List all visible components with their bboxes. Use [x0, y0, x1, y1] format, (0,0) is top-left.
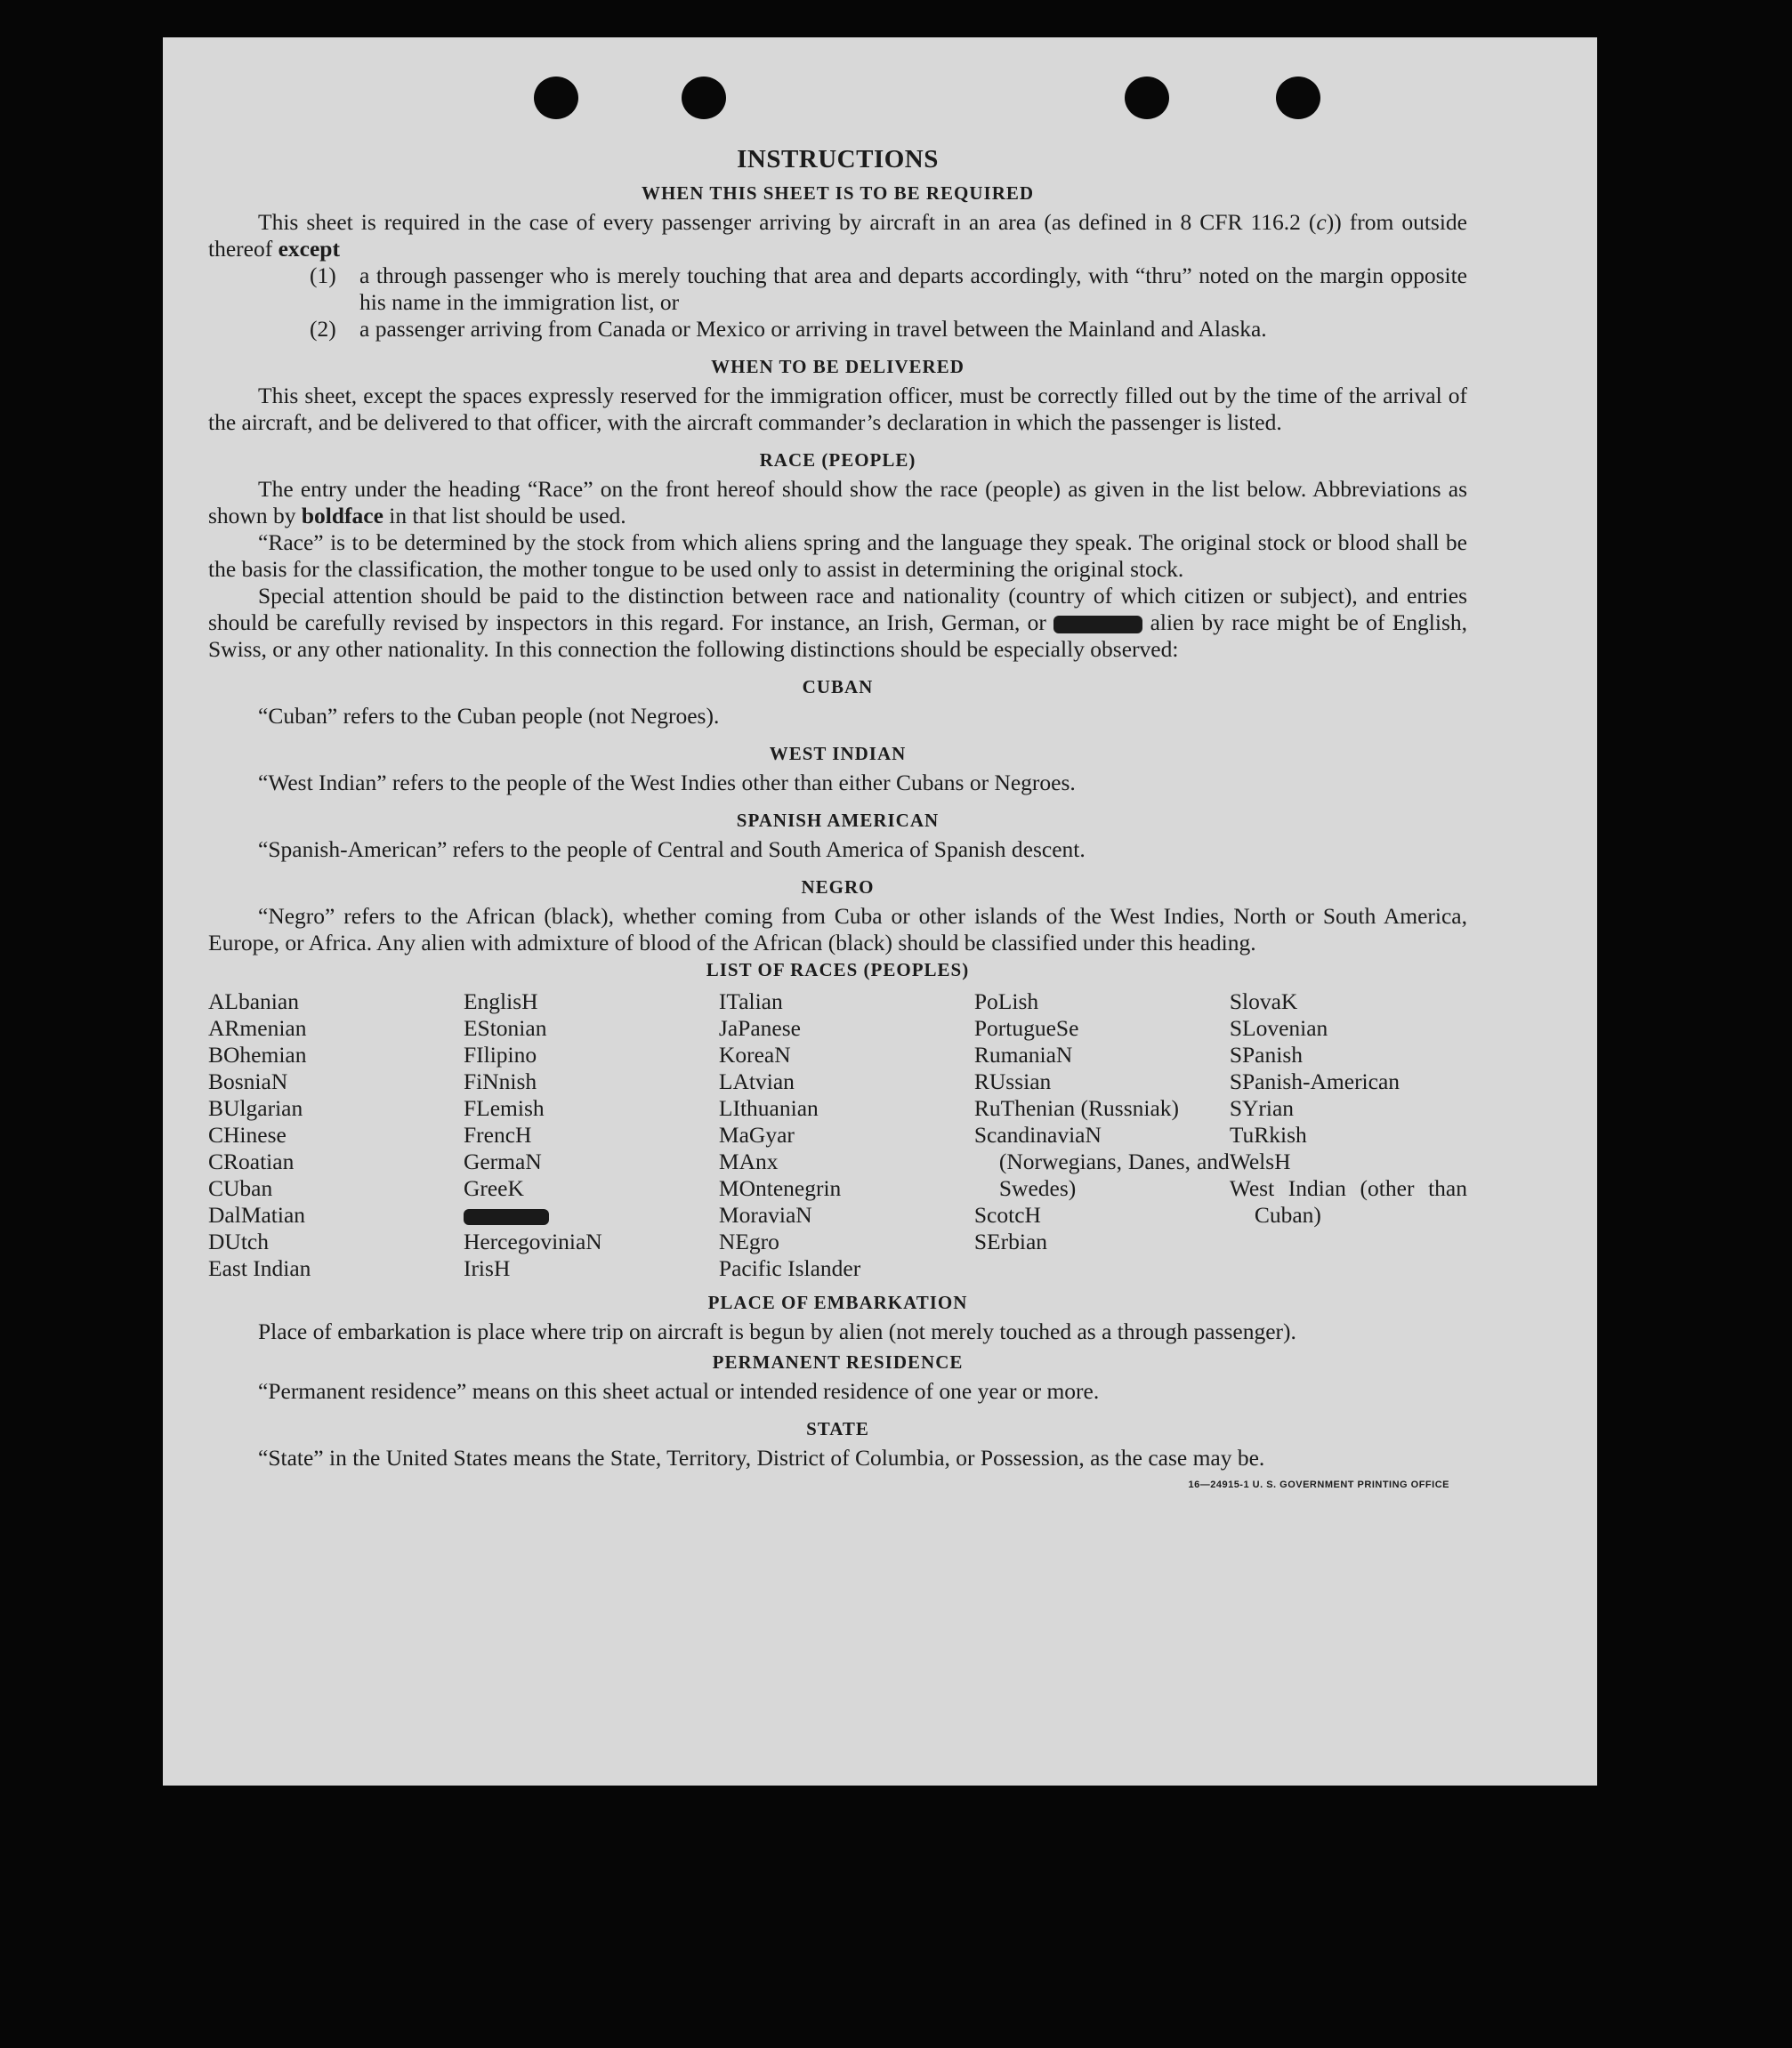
exception-item	[310, 316, 1467, 343]
race-entry: CRoatian	[208, 1149, 295, 1174]
race-p3-text: Special attention should be paid to the distinction between race and nationality (country of which citizen or subject), and entries should be carefully revised by inspectors in this regard. For instance, an Irish, German, or	[208, 583, 1467, 635]
race-entry: SErbian	[973, 1229, 1048, 1254]
section-heading-required: WHEN THIS SHEET IS TO BE REQUIRED	[641, 182, 1035, 204]
races-column	[1230, 988, 1467, 1282]
race-paragraph-1	[208, 476, 1467, 529]
section-heading-west-indian: WEST INDIAN	[769, 743, 907, 764]
race-entry: MaGyar	[718, 1122, 795, 1148]
races-table	[208, 988, 1467, 1282]
race-entry: DUtch	[208, 1229, 269, 1254]
instruction-sheet	[163, 37, 1597, 1786]
race-p1-text-2: in that list should be used.	[383, 503, 626, 528]
race-entry: EnglisH	[463, 988, 538, 1014]
required-intro-text: This sheet is required in the case of every passenger arriving by aircraft in an area (as defined in 8 CFR 116.2 (	[258, 209, 1317, 235]
required-intro-subsection: c	[1316, 209, 1327, 235]
races-column	[208, 988, 464, 1282]
race-entry: GermaN	[463, 1149, 542, 1174]
races-column	[974, 988, 1230, 1282]
race-entry: ITalian	[718, 988, 783, 1014]
race-entry: TuRkish	[1229, 1122, 1307, 1148]
races-column	[464, 988, 719, 1282]
race-entry: WelsH	[1229, 1149, 1291, 1174]
race-entry: SYrian	[1229, 1095, 1295, 1121]
punch-hole	[1125, 77, 1169, 119]
race-entry: CHinese	[208, 1122, 287, 1148]
exception-number: (2)	[310, 316, 336, 342]
delivered-text: This sheet, except the spaces expressly reserved for the immigration officer, must be correctly filled out by the time of the arrival of the aircraft, and be delivered to that officer, with the aircraft commander’s declaration in which the passenger is listed.	[208, 383, 1467, 435]
exception-text: a through passenger who is merely touching that area and departs accordingly, with “thru” noted on the margin opposite his name in the immigration list, or	[359, 262, 1467, 315]
section-heading-residence: PERMANENT RESIDENCE	[712, 1351, 964, 1373]
page-title: INSTRUCTIONS	[737, 145, 939, 173]
punch-hole	[534, 77, 578, 119]
required-intro	[208, 209, 1467, 262]
race-entry: RuThenian (Russniak)	[973, 1095, 1180, 1121]
exception-number: (1)	[310, 262, 336, 288]
footer	[208, 1471, 1467, 1498]
race-entry: FrencH	[463, 1122, 532, 1148]
race-entry: CUban	[208, 1175, 273, 1201]
race-entry: SLovenian	[1229, 1015, 1328, 1041]
exception-item	[310, 262, 1467, 316]
section-heading-embarkation: PLACE OF EMBARKATION	[707, 1292, 968, 1313]
punch-hole	[682, 77, 726, 119]
race-p1-text: The entry under the heading “Race” on the front hereof should show the race (people) as given in the list below. Abbreviations as shown by	[208, 476, 1467, 528]
west-indian-text: “West Indian” refers to the people of the West Indies other than either Cubans or Negroes.	[258, 770, 1076, 795]
race-entry: LIthuanian	[718, 1095, 819, 1121]
cuban-text: “Cuban” refers to the Cuban people (not Negroes).	[258, 703, 720, 729]
race-entry: East Indian	[208, 1255, 311, 1281]
race-entry: FLemish	[463, 1095, 545, 1121]
exception-text: a passenger arriving from Canada or Mexico or arriving in travel between the Mainland and Alaska.	[359, 316, 1267, 342]
races-column	[719, 988, 974, 1282]
race-entry: FIlipino	[463, 1042, 537, 1068]
section-heading-state: STATE	[806, 1418, 869, 1439]
document-body	[208, 144, 1467, 1498]
race-entry: DalMatian	[208, 1202, 306, 1228]
race-entry: IrisH	[463, 1255, 511, 1281]
residence-text: “Permanent residence” means on this sheet actual or intended residence of one year or more.	[258, 1378, 1100, 1404]
race-entry: GreeK	[463, 1175, 524, 1201]
race-entry: SPanish-American	[1229, 1068, 1401, 1094]
race-entry: ScandinaviaN (Norwegians, Danes, and Swedes)	[973, 1122, 1230, 1201]
spanish-american-text: “Spanish-American” refers to the people of Central and South America of Spanish descent.	[258, 836, 1086, 862]
section-heading-race: RACE (PEOPLE)	[759, 449, 916, 471]
race-entry: HercegoviniaN	[463, 1229, 602, 1254]
race-entry: BUlgarian	[208, 1095, 303, 1121]
race-entry: SlovaK	[1229, 988, 1298, 1014]
race-entry: ScotcH	[973, 1202, 1041, 1228]
race-entry: KoreaN	[718, 1042, 791, 1068]
race-entry: MAnx	[718, 1149, 779, 1174]
race-entry: JaPanese	[718, 1015, 801, 1041]
race-entry: RUssian	[973, 1068, 1052, 1094]
race-paragraph-3	[208, 583, 1467, 663]
section-heading-negro: NEGRO	[801, 876, 875, 898]
race-entry: BOhemian	[208, 1042, 307, 1068]
required-intro-except: except	[278, 236, 340, 262]
redaction-mark	[1053, 616, 1142, 633]
race-entry: ARmenian	[208, 1015, 307, 1041]
race-entry: FiNnish	[463, 1068, 537, 1094]
race-entry: LAtvian	[718, 1068, 795, 1094]
state-text: “State” in the United States means the State, Territory, District of Columbia, or Possession, as the case may be.	[258, 1445, 1265, 1471]
race-p3-text-2: alien by race might be of English, Swiss, or any other nationality. In this connection the following distinctions should be especially observed:	[208, 609, 1468, 662]
section-heading-cuban: CUBAN	[802, 676, 874, 697]
race-entry: ALbanian	[208, 988, 299, 1014]
race-entry: NEgro	[718, 1229, 779, 1254]
race-entry: Pacific Islander	[718, 1255, 861, 1281]
race-entry: SPanish	[1229, 1042, 1304, 1068]
race-entry: MoraviaN	[718, 1202, 812, 1228]
punch-hole	[1276, 77, 1320, 119]
race-entry: MOntenegrin	[718, 1175, 842, 1201]
section-heading-delivered: WHEN TO BE DELIVERED	[711, 356, 965, 377]
printing-office-note: 16—24915-1 U. S. GOVERNMENT PRINTING OFFICE	[1188, 1480, 1449, 1490]
race-entry-redacted	[464, 1202, 719, 1229]
embarkation-text: Place of embarkation is place where trip on aircraft is begun by alien (not merely touched as a through passenger).	[258, 1318, 1296, 1344]
race-entry: RumaniaN	[973, 1042, 1073, 1068]
redaction-mark	[464, 1209, 549, 1225]
section-heading-spanish-american: SPANISH AMERICAN	[736, 810, 940, 831]
required-intro-text-2: )) from outside thereof	[208, 209, 1467, 262]
race-entry: PoLish	[973, 988, 1039, 1014]
race-entry: PortugueSe	[973, 1015, 1079, 1041]
negro-text: “Negro” refers to the African (black), whether coming from Cuba or other islands of the West Indies, North or South America, Europe, or Africa. Any alien with admixture of blood of the African (black) should be classified under this heading.	[208, 903, 1467, 955]
race-paragraph-2: “Race” is to be determined by the stock from which aliens spring and the language they speak. The original stock or blood shall be the basis for the classification, the mother tongue to be used only to assist in determining the original stock.	[208, 529, 1467, 582]
race-p1-bold: boldface	[301, 503, 383, 528]
race-entry: EStonian	[463, 1015, 547, 1041]
race-entry: West Indian (other than Cuban)	[1229, 1175, 1467, 1228]
race-entry: BosniaN	[208, 1068, 288, 1094]
section-heading-list-of-races: LIST OF RACES (PEOPLES)	[706, 959, 970, 980]
